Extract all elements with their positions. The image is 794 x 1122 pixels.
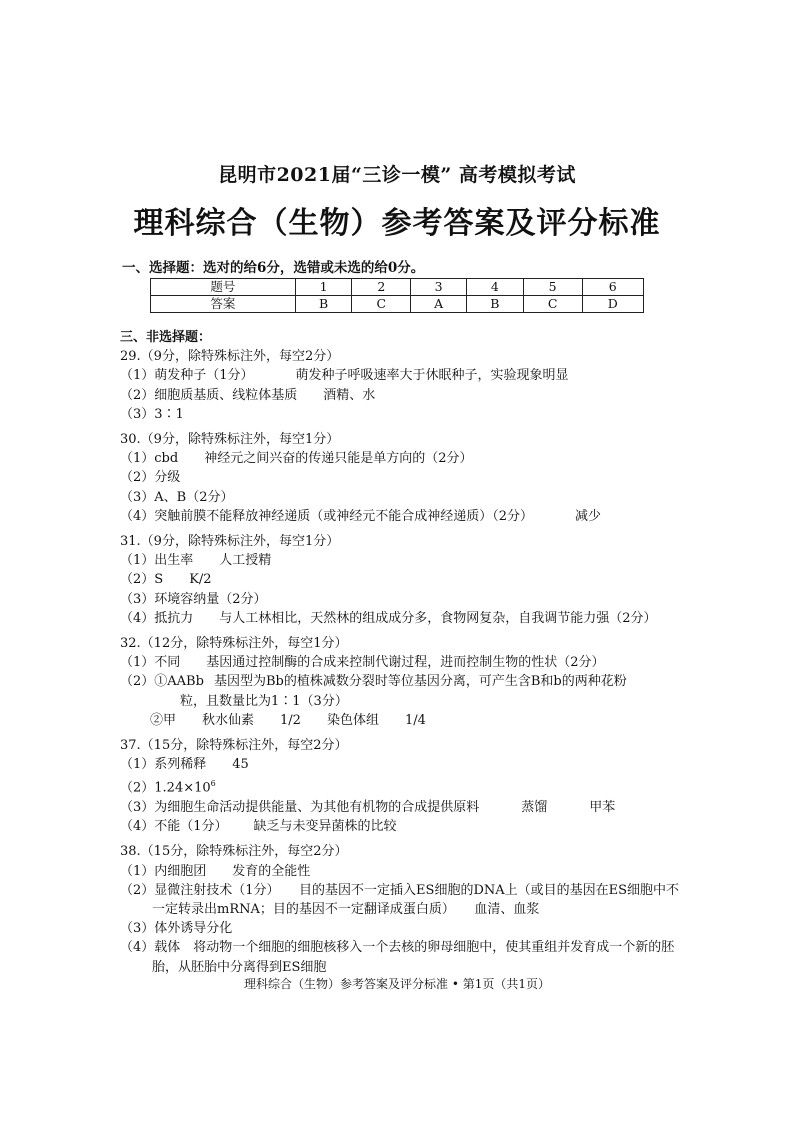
answer-text: 甲苯	[589, 800, 616, 815]
q32-line: 粒，且数量比为1∶1（3分）	[180, 693, 348, 709]
answer-cell: C	[523, 296, 582, 313]
q38-line	[120, 862, 680, 881]
answer-text: （1）出生率	[120, 553, 194, 569]
exponent: 6	[210, 779, 216, 789]
answer-text: 减少	[575, 508, 602, 524]
answer-text: （2）1.24×10	[120, 780, 211, 796]
answer-text: 缺乏与未变异菌株的比较	[253, 819, 397, 835]
q30-line: （2）分级	[120, 470, 181, 486]
answer-text: （2）细胞质基质、线粒体基质	[120, 387, 298, 403]
answer-text: （1）萌发种子（1分）	[120, 368, 254, 384]
q32-line	[120, 653, 680, 672]
q37-line	[120, 798, 680, 817]
q38-line: （2）显微注射技术（1分） 目的基因不一定插入ES细胞的DNA上（或目的基因在ES细胞中不一定转录出mRNA；目的基因不一定翻译成蛋白质） 血清、血浆	[120, 882, 680, 918]
q29-line	[120, 366, 680, 385]
answer-text: 秋水仙素	[202, 712, 255, 728]
answer-cell: B	[295, 296, 352, 313]
row-label-question: 题号	[151, 279, 296, 296]
q32-line	[120, 711, 680, 730]
q38-line: （4）载体 将动物一个细胞的细胞核移入一个去核的卵母细胞中，使其重组并发育成一个新的胚胎，从胚胎中分离得到ES细胞	[120, 940, 675, 975]
answer-text: 神经元之间兴奋的传递只能是单方向的（2分）	[204, 451, 473, 467]
section-3-heading: 三、非选择题：	[120, 330, 212, 345]
q31-line	[120, 551, 680, 570]
answer-text: 与人工林相比，天然林的组成成分多，食物网复杂，自我调节能力强（2分）	[219, 610, 657, 626]
answer-text: 酒精、水	[323, 387, 376, 403]
q32-line	[120, 672, 680, 691]
answer-text: 染色体组	[326, 712, 379, 728]
q37-line	[120, 774, 680, 798]
q31-line	[120, 609, 680, 628]
question-number: 1	[295, 279, 352, 296]
q30-line: （3）A、B（2分）	[120, 489, 234, 505]
answer-text: 萌发种子呼吸速率大于休眠种子，实验现象明显	[295, 368, 569, 384]
answer-text: （1）不同	[120, 655, 181, 671]
answer-text: （4）抵抗力	[120, 610, 194, 626]
answer-text: （3）为细胞生命活动提供能量、为其他有机物的合成提供原料	[120, 800, 480, 815]
question-number: 4	[467, 279, 524, 296]
answer-cell: A	[411, 296, 467, 313]
answer-cell: D	[582, 296, 643, 313]
row-label-answer: 答案	[151, 296, 296, 313]
answer-text: （2）①AABb	[120, 674, 204, 690]
table-row	[151, 279, 644, 296]
answer-text: ②甲	[150, 712, 177, 728]
q32-heading: 32.（12分，除特殊标注外，每空1分）	[120, 636, 348, 652]
question-number: 3	[411, 279, 467, 296]
q30-heading: 30.（9分，除特殊标注外，每空1分）	[120, 432, 340, 448]
section-1-heading: 一、选择题：选对的给6分，选错或未选的给0分。	[122, 260, 425, 276]
q29-line: （3）3∶1	[120, 406, 184, 422]
answer-text: （4）不能（1分）	[120, 819, 228, 835]
answer-text: （4）突触前膜不能释放神经递质（或神经元不能合成神经递质）（2分）	[120, 508, 534, 524]
answer-text: 发育的全能性	[232, 863, 311, 879]
answer-text: 45	[232, 757, 249, 773]
q31-heading: 31.（9分，除特殊标注外，每空1分）	[120, 534, 340, 550]
q37-line	[120, 755, 680, 774]
answer-table	[150, 278, 644, 313]
question-number: 5	[523, 279, 582, 296]
q29-heading: 29.（9分，除特殊标注外，每空2分）	[120, 349, 340, 365]
q38-line: （3）体外诱导分化	[120, 921, 233, 937]
q31-line: （3）环境容纳量（2分）	[120, 591, 267, 607]
q31-line	[120, 570, 680, 589]
answer-text: 基因型为Bb的植株减数分裂时等位基因分离，可产生含B和b的两种花粉	[213, 674, 627, 690]
answer-text: （1）cbd	[120, 451, 179, 467]
answer-text: 蒸馏	[521, 800, 548, 815]
answer-body	[120, 328, 680, 977]
answer-text: （2）S	[120, 572, 164, 588]
answer-text: 人工授精	[219, 553, 272, 569]
answer-text: 1/2	[280, 712, 301, 728]
answer-text: （1）系列稀释	[120, 757, 207, 773]
q37-heading: 37.（15分，除特殊标注外，每空2分）	[120, 738, 348, 754]
answer-text: （1）内细胞团	[120, 863, 207, 879]
q38-heading: 38.（15分，除特殊标注外，每空2分）	[120, 844, 348, 860]
table-row	[151, 296, 644, 313]
question-number: 6	[582, 279, 643, 296]
q30-line	[120, 507, 680, 526]
answer-cell: C	[352, 296, 411, 313]
answer-text: 1/4	[404, 712, 426, 728]
answer-text: 基因通过控制酶的合成来控制代谢过程，进而控制生物的性状（2分）	[206, 655, 605, 671]
answer-text: K/2	[189, 572, 212, 588]
page-footer: 理科综合（生物）参考答案及评分标准 • 第1页（共1页）	[244, 977, 550, 991]
exam-title: 昆明市2021届“三诊一模” 高考模拟考试	[218, 164, 576, 186]
answer-cell: B	[467, 296, 524, 313]
question-number: 2	[352, 279, 411, 296]
document-title: 理科综合（生物）参考答案及评分标准	[133, 206, 661, 241]
q37-line	[120, 817, 680, 836]
q29-line	[120, 386, 680, 405]
q30-line	[120, 449, 680, 468]
